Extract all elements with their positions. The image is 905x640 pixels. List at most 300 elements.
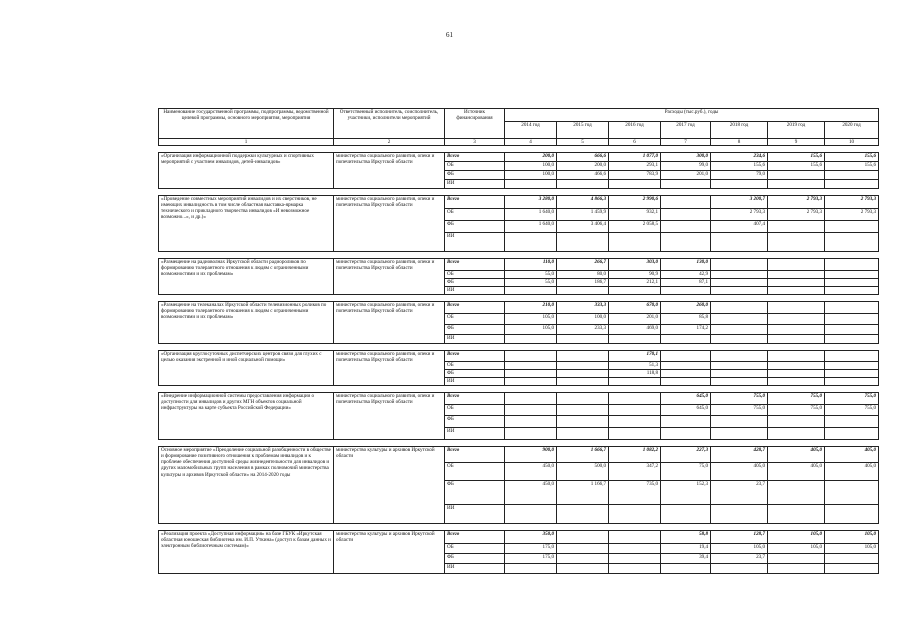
value-cell [505, 351, 557, 362]
value-cell [661, 378, 711, 386]
value-cell: 1 459,9 [557, 209, 609, 221]
executor-cell: министерство социального развития, опеки и попечительства Иркутской области [334, 351, 445, 386]
spacer-cell [159, 295, 879, 302]
funding-source-cell: ФБ [445, 481, 505, 505]
funding-source-cell: ИИ [445, 428, 505, 440]
value-cell [661, 221, 711, 233]
funding-source-cell: ИИ [445, 564, 505, 574]
column-index: 1 [159, 139, 334, 146]
value-cell [557, 351, 609, 362]
value-cell [768, 221, 825, 233]
value-cell: 2 793,3 [825, 196, 879, 209]
value-cell: 212,1 [609, 279, 661, 287]
value-cell [609, 505, 661, 524]
executor-cell: министерство социального развития, опеки и попечительства Иркутской области [334, 302, 445, 344]
funding-source-cell: ОБ [445, 209, 505, 221]
header-executor-cell: Ответственный исполнитель, соисполнитель, участники, исполнители мероприятий [334, 109, 445, 139]
value-cell [711, 564, 768, 574]
value-cell: 333,3 [557, 302, 609, 314]
value-cell [711, 362, 768, 370]
value-cell: 19,4 [661, 544, 711, 554]
value-cell: 105,0 [768, 531, 825, 544]
funding-source-cell: ФБ [445, 325, 505, 335]
year-cell: 2019 год [768, 122, 825, 139]
funding-source-cell: Всего [445, 351, 505, 362]
value-cell [609, 531, 661, 544]
funding-source-cell: ОБ [445, 405, 505, 416]
funding-source-cell: Всего [445, 302, 505, 314]
value-cell: 407,4 [711, 221, 768, 233]
funding-source-cell: Всего [445, 196, 505, 209]
value-cell [768, 171, 825, 180]
group-spacer-row [159, 146, 879, 153]
funding-source-cell: ОБ [445, 314, 505, 325]
value-cell: 405,0 [768, 447, 825, 463]
year-cell: 2015 год [557, 122, 609, 139]
value-cell [557, 233, 609, 252]
funding-source-cell: ИИ [445, 233, 505, 252]
executor-cell: министерство культуры и архивов Иркутской области [334, 447, 445, 524]
value-cell: 155,6 [825, 153, 879, 162]
value-cell [768, 554, 825, 564]
value-cell: 105,0 [825, 544, 879, 554]
value-cell [557, 416, 609, 428]
value-cell: 118,8 [609, 370, 661, 378]
value-cell [609, 544, 661, 554]
value-cell: 3 200,7 [711, 196, 768, 209]
value-cell [711, 335, 768, 344]
column-index-row [159, 139, 879, 146]
value-cell: 55,0 [505, 279, 557, 287]
value-cell [609, 378, 661, 386]
value-cell [609, 393, 661, 405]
value-cell: 1 077,0 [609, 153, 661, 162]
funding-source-cell: ИИ [445, 378, 505, 386]
value-cell [505, 233, 557, 252]
table-row [159, 531, 879, 544]
value-cell [825, 171, 879, 180]
value-cell [768, 378, 825, 386]
value-cell: 39,4 [661, 554, 711, 564]
value-cell: 1 640,0 [505, 209, 557, 221]
value-cell: 100,0 [557, 314, 609, 325]
table-body [159, 109, 879, 574]
column-index: 5 [557, 139, 609, 146]
value-cell: 645,0 [661, 393, 711, 405]
value-cell: 55,0 [505, 271, 557, 279]
value-cell [711, 370, 768, 378]
value-cell [825, 416, 879, 428]
value-cell: 500,0 [557, 463, 609, 481]
value-cell: 755,0 [711, 393, 768, 405]
value-cell [768, 505, 825, 524]
value-cell [825, 287, 879, 295]
value-cell: 428,7 [711, 447, 768, 463]
value-cell [609, 405, 661, 416]
value-cell [557, 180, 609, 189]
value-cell [711, 287, 768, 295]
value-cell [505, 335, 557, 344]
funding-source-cell: ИИ [445, 335, 505, 344]
program-name-cell: «Внедрение информационной системы предоставления информации о доступности для инвалидов и других МГН объектов социальной инфраструктуры на карте субъекта Российской Федерации» [159, 393, 334, 440]
value-cell: 42,9 [661, 271, 711, 279]
value-cell: 105,0 [768, 544, 825, 554]
value-cell: 175,0 [505, 544, 557, 554]
value-cell: 99,0 [661, 162, 711, 171]
value-cell: 266,7 [557, 259, 609, 271]
funding-source-cell: ИИ [445, 287, 505, 295]
value-cell: 23,7 [711, 554, 768, 564]
value-cell [661, 287, 711, 295]
value-cell [505, 405, 557, 416]
value-cell: 1 640,0 [505, 221, 557, 233]
funding-source-cell: ФБ [445, 221, 505, 233]
value-cell: 175,0 [505, 554, 557, 564]
executor-cell: министерство социального развития, опеки и попечительства Иркутской области [334, 196, 445, 252]
value-cell [825, 481, 879, 505]
value-cell: 2 058,5 [609, 221, 661, 233]
value-cell [825, 351, 879, 362]
value-cell [768, 428, 825, 440]
value-cell [825, 564, 879, 574]
value-cell: 450,0 [505, 463, 557, 481]
table-row [159, 153, 879, 162]
value-cell: 79,0 [711, 171, 768, 180]
value-cell [711, 302, 768, 314]
column-index: 8 [711, 139, 768, 146]
value-cell [661, 335, 711, 344]
column-index: 6 [609, 139, 661, 146]
year-cell: 2014 год [505, 122, 557, 139]
value-cell [661, 209, 711, 221]
column-index: 7 [661, 139, 711, 146]
value-cell: 201,0 [609, 314, 661, 325]
value-cell: 201,0 [661, 171, 711, 180]
value-cell [768, 370, 825, 378]
value-cell [768, 180, 825, 189]
value-cell [661, 370, 711, 378]
value-cell [711, 271, 768, 279]
value-cell [825, 362, 879, 370]
column-index: 10 [825, 139, 879, 146]
value-cell [825, 554, 879, 564]
value-cell [505, 393, 557, 405]
value-cell [661, 564, 711, 574]
value-cell: 155,6 [768, 153, 825, 162]
value-cell [505, 370, 557, 378]
value-cell [557, 531, 609, 544]
value-cell: 405,0 [825, 463, 879, 481]
table-row [159, 259, 879, 271]
value-cell: 300,0 [661, 153, 711, 162]
value-cell [768, 564, 825, 574]
header-name-cell: Наименование государственной программы, подпрограммы, ведомственной целевой программы, основного мероприятия, мероприятия [159, 109, 334, 139]
table-row [159, 302, 879, 314]
executor-cell: министерство культуры и архивов Иркутской области [334, 531, 445, 574]
executor-cell: министерство социального развития, опеки и попечительства Иркутской области [334, 153, 445, 189]
value-cell [825, 335, 879, 344]
value-cell: 783,9 [609, 171, 661, 180]
value-cell: 170,1 [609, 351, 661, 362]
value-cell [711, 279, 768, 287]
value-cell: 105,0 [505, 325, 557, 335]
value-cell [711, 180, 768, 189]
funding-source-cell: ОБ [445, 162, 505, 171]
value-cell [768, 314, 825, 325]
value-cell: 3 406,4 [557, 221, 609, 233]
value-cell: 3 280,0 [505, 196, 557, 209]
value-cell [825, 370, 879, 378]
value-cell: 1 166,7 [557, 481, 609, 505]
funding-source-cell: ИИ [445, 505, 505, 524]
value-cell [609, 554, 661, 564]
value-cell [505, 378, 557, 386]
value-cell [661, 351, 711, 362]
table-row [159, 351, 879, 362]
value-cell: 186,7 [557, 279, 609, 287]
value-cell [505, 362, 557, 370]
value-cell [557, 287, 609, 295]
value-cell [825, 428, 879, 440]
value-cell [768, 416, 825, 428]
value-cell [825, 279, 879, 287]
value-cell: 2 793,3 [768, 196, 825, 209]
value-cell: 347,2 [609, 463, 661, 481]
program-name-cell: «Организация информационной поддержки культурных и спортивных мероприятий с участием инвалидов, детей-инвалидов» [159, 153, 334, 189]
header-row [159, 109, 879, 122]
value-cell [505, 564, 557, 574]
header-expenses-cell: Расходы (тыс.руб.), годы [505, 109, 879, 122]
value-cell: 200,0 [557, 162, 609, 171]
value-cell [711, 416, 768, 428]
value-cell [768, 271, 825, 279]
year-cell: 2018 год [711, 122, 768, 139]
value-cell: 350,0 [505, 531, 557, 544]
value-cell [557, 405, 609, 416]
value-cell: 755,0 [711, 405, 768, 416]
value-cell [505, 505, 557, 524]
funding-source-cell: ОБ [445, 271, 505, 279]
value-cell [768, 325, 825, 335]
value-cell: 755,0 [768, 393, 825, 405]
spacer-cell [159, 386, 879, 393]
value-cell: 227,3 [661, 447, 711, 463]
value-cell [609, 564, 661, 574]
value-cell: 303,0 [609, 259, 661, 271]
value-cell: 450,0 [505, 481, 557, 505]
spacer-cell [159, 252, 879, 259]
value-cell: 469,0 [609, 325, 661, 335]
value-cell: 155,6 [768, 162, 825, 171]
spacer-cell [159, 189, 879, 196]
funding-source-cell: ФБ [445, 279, 505, 287]
value-cell: 100,0 [505, 162, 557, 171]
group-spacer-row [159, 189, 879, 196]
value-cell [711, 505, 768, 524]
executor-cell: министерство социального развития, опеки и попечительства Иркутской области [334, 393, 445, 440]
value-cell [711, 351, 768, 362]
value-cell: 200,0 [505, 153, 557, 162]
value-cell: 174,2 [661, 325, 711, 335]
value-cell [825, 271, 879, 279]
value-cell [557, 544, 609, 554]
funding-source-cell: Всего [445, 531, 505, 544]
value-cell: 932,1 [609, 209, 661, 221]
value-cell: 58,8 [661, 531, 711, 544]
value-cell [557, 378, 609, 386]
value-cell [609, 416, 661, 428]
value-cell [711, 428, 768, 440]
program-name-cell: «Реализация проекта «Доступная информация» на базе ГБУК «Иркутская областная юношеская библиотека им. И.П. Уткина» (доступ к базам данных и электронным библиотечным системам)» [159, 531, 334, 574]
value-cell: 4 866,3 [557, 196, 609, 209]
value-cell: 2 793,3 [711, 209, 768, 221]
funding-source-cell: ФБ [445, 554, 505, 564]
value-cell: 670,0 [609, 302, 661, 314]
group-spacer-row [159, 440, 879, 447]
funding-source-cell: Всего [445, 393, 505, 405]
value-cell: 233,3 [557, 325, 609, 335]
value-cell: 105,0 [505, 314, 557, 325]
page-number: 61 [446, 31, 453, 39]
value-cell [825, 259, 879, 271]
value-cell [505, 180, 557, 189]
value-cell [505, 428, 557, 440]
year-cell: 2017 год [661, 122, 711, 139]
spacer-cell [159, 146, 879, 153]
value-cell: 293,1 [609, 162, 661, 171]
value-cell [768, 302, 825, 314]
value-cell [661, 233, 711, 252]
value-cell: 87,1 [661, 279, 711, 287]
value-cell [557, 505, 609, 524]
value-cell [711, 259, 768, 271]
value-cell: 130,0 [661, 259, 711, 271]
value-cell [768, 481, 825, 505]
funding-source-cell: ИИ [445, 180, 505, 189]
value-cell: 85,8 [661, 314, 711, 325]
value-cell [609, 428, 661, 440]
spacer-cell [159, 344, 879, 351]
year-cell: 2016 год [609, 122, 661, 139]
value-cell [711, 233, 768, 252]
group-spacer-row [159, 524, 879, 531]
value-cell: 645,0 [661, 405, 711, 416]
value-cell: 90,9 [609, 271, 661, 279]
value-cell: 155,6 [825, 162, 879, 171]
value-cell: 735,0 [609, 481, 661, 505]
group-spacer-row [159, 386, 879, 393]
funding-source-cell: ФБ [445, 416, 505, 428]
value-cell: 755,0 [825, 405, 879, 416]
value-cell: 260,0 [661, 302, 711, 314]
column-index: 4 [505, 139, 557, 146]
value-cell: 51,3 [609, 362, 661, 370]
value-cell [557, 370, 609, 378]
value-cell [661, 196, 711, 209]
value-cell: 2 793,3 [825, 209, 879, 221]
value-cell [661, 362, 711, 370]
value-cell [557, 564, 609, 574]
value-cell [825, 378, 879, 386]
value-cell [825, 505, 879, 524]
value-cell: 105,0 [711, 544, 768, 554]
expenses-table [158, 108, 879, 574]
value-cell [661, 180, 711, 189]
value-cell [825, 233, 879, 252]
value-cell: 900,0 [505, 447, 557, 463]
value-cell: 75,0 [661, 463, 711, 481]
value-cell [711, 314, 768, 325]
value-cell [825, 314, 879, 325]
funding-source-cell: Всего [445, 153, 505, 162]
funding-source-cell: ОБ [445, 544, 505, 554]
value-cell [505, 416, 557, 428]
value-cell [768, 287, 825, 295]
value-cell: 1 666,7 [557, 447, 609, 463]
value-cell [609, 287, 661, 295]
value-cell: 128,7 [711, 531, 768, 544]
value-cell [768, 362, 825, 370]
value-cell [557, 362, 609, 370]
value-cell [609, 180, 661, 189]
value-cell [825, 180, 879, 189]
column-index: 2 [334, 139, 445, 146]
group-spacer-row [159, 295, 879, 302]
year-cell: 2020 год [825, 122, 879, 139]
value-cell [825, 325, 879, 335]
spacer-cell [159, 524, 879, 531]
header-source-cell: Источник финансирования [445, 109, 505, 139]
value-cell: 666,6 [557, 153, 609, 162]
value-cell: 405,0 [711, 463, 768, 481]
value-cell [768, 259, 825, 271]
table-row [159, 393, 879, 405]
value-cell: 755,0 [768, 405, 825, 416]
value-cell [768, 351, 825, 362]
group-spacer-row [159, 344, 879, 351]
table-row [159, 196, 879, 209]
column-index: 9 [768, 139, 825, 146]
program-name-cell: «Размещение на телеканалах Иркутской области телевизионных роликов по формированию толерантного отношения к людям с ограниченными возможностями и их проблемам» [159, 302, 334, 344]
value-cell [557, 554, 609, 564]
column-index: 3 [445, 139, 505, 146]
program-name-cell: Основное мероприятие «Преодоление социальной разобщенности в обществе и формирование позитивного отношения к проблемам инвалидов и к проблеме обеспечения доступной среды жизнедеятельности для инвалидов и других маломобильных групп населения в рамках полномочий министерства культуры и архивов Иркутской области» на 2014-2020 годы [159, 447, 334, 524]
value-cell [711, 325, 768, 335]
value-cell [768, 335, 825, 344]
value-cell: 210,0 [505, 302, 557, 314]
value-cell [609, 335, 661, 344]
value-cell [557, 428, 609, 440]
value-cell [557, 335, 609, 344]
value-cell: 155,6 [711, 162, 768, 171]
value-cell [609, 233, 661, 252]
value-cell: 110,0 [505, 259, 557, 271]
value-cell [768, 279, 825, 287]
value-cell: 23,7 [711, 481, 768, 505]
value-cell [768, 233, 825, 252]
value-cell: 2 990,6 [609, 196, 661, 209]
funding-source-cell: ОБ [445, 362, 505, 370]
value-cell: 152,3 [661, 481, 711, 505]
value-cell: 755,0 [825, 393, 879, 405]
funding-source-cell: Всего [445, 447, 505, 463]
value-cell [661, 505, 711, 524]
value-cell [505, 287, 557, 295]
funding-source-cell: ФБ [445, 171, 505, 180]
value-cell [711, 378, 768, 386]
group-spacer-row [159, 252, 879, 259]
value-cell: 80,0 [557, 271, 609, 279]
